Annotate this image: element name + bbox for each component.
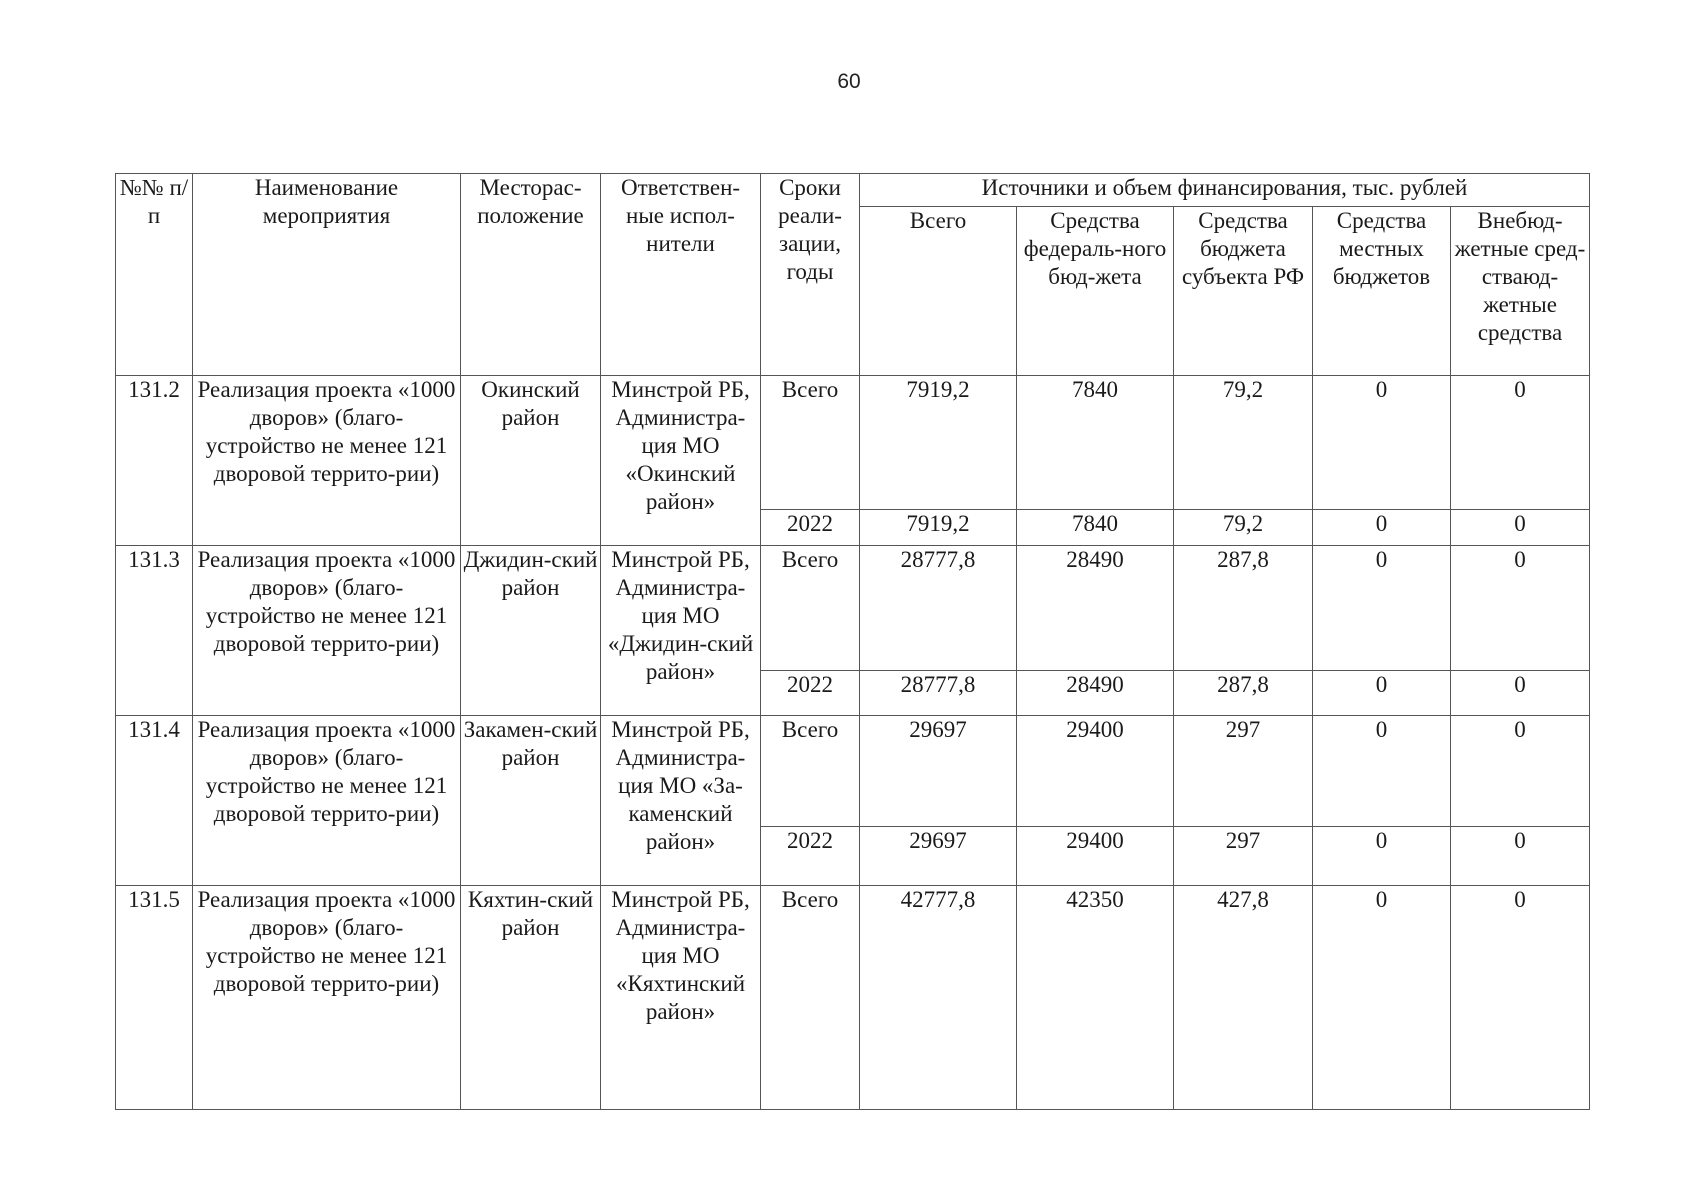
row-total: 7919,2 bbox=[860, 510, 1017, 546]
header-num: №№ п/п bbox=[116, 174, 193, 376]
row-num: 131.5 bbox=[116, 886, 193, 1110]
row-name: Реализация проекта «1000 дворов» (благо-устройство не менее 121 дворовой террито-рии) bbox=[193, 376, 461, 546]
row-federal: 28490 bbox=[1017, 671, 1174, 716]
row-total: 28777,8 bbox=[860, 546, 1017, 671]
row-name: Реализация проекта «1000 дворов» (благо-устройство не менее 121 дворовой террито-рии) bbox=[193, 546, 461, 716]
header-name: Наименование мероприятия bbox=[193, 174, 461, 376]
row-regional: 427,8 bbox=[1174, 886, 1313, 1110]
row-period: Всего bbox=[761, 886, 860, 1110]
row-num: 131.2 bbox=[116, 376, 193, 546]
row-extra: 0 bbox=[1451, 886, 1590, 1110]
row-name: Реализация проекта «1000 дворов» (благо-устройство не менее 121 дворовой террито-рии) bbox=[193, 716, 461, 886]
row-local: 0 bbox=[1313, 886, 1451, 1110]
row-extra: 0 bbox=[1451, 376, 1590, 510]
row-location: Джидин-ский район bbox=[461, 546, 601, 716]
row-total: 42777,8 bbox=[860, 886, 1017, 1110]
page-number: 60 bbox=[837, 70, 861, 93]
row-local: 0 bbox=[1313, 827, 1451, 886]
header-funding-group: Источники и объем финансирования, тыс. рублей bbox=[860, 174, 1590, 207]
table-row bbox=[116, 716, 1590, 827]
row-extra: 0 bbox=[1451, 510, 1590, 546]
row-total: 29697 bbox=[860, 716, 1017, 827]
row-local: 0 bbox=[1313, 671, 1451, 716]
row-total: 7919,2 bbox=[860, 376, 1017, 510]
row-regional: 79,2 bbox=[1174, 376, 1313, 510]
row-location: Закамен-ский район bbox=[461, 716, 601, 886]
table-row bbox=[116, 376, 1590, 510]
row-regional: 287,8 bbox=[1174, 671, 1313, 716]
row-regional: 287,8 bbox=[1174, 546, 1313, 671]
row-period: 2022 bbox=[761, 827, 860, 886]
row-local: 0 bbox=[1313, 510, 1451, 546]
row-federal: 29400 bbox=[1017, 716, 1174, 827]
row-period: 2022 bbox=[761, 671, 860, 716]
row-period: Всего bbox=[761, 546, 860, 671]
row-federal: 7840 bbox=[1017, 510, 1174, 546]
financing-table bbox=[115, 173, 1590, 1110]
row-location: Кяхтин-ский район bbox=[461, 886, 601, 1110]
row-local: 0 bbox=[1313, 716, 1451, 827]
row-extra: 0 bbox=[1451, 671, 1590, 716]
row-responsible: Минстрой РБ, Администра-ция МО «За-каменский район» bbox=[601, 716, 761, 886]
row-federal: 42350 bbox=[1017, 886, 1174, 1110]
header-extra: Внебюд-жетные сред-стваюд-жетные средства bbox=[1451, 207, 1590, 376]
row-regional: 79,2 bbox=[1174, 510, 1313, 546]
row-num: 131.4 bbox=[116, 716, 193, 886]
row-federal: 29400 bbox=[1017, 827, 1174, 886]
row-local: 0 bbox=[1313, 376, 1451, 510]
row-location: Окинский район bbox=[461, 376, 601, 546]
row-local: 0 bbox=[1313, 546, 1451, 671]
row-total: 29697 bbox=[860, 827, 1017, 886]
row-federal: 7840 bbox=[1017, 376, 1174, 510]
row-period: 2022 bbox=[761, 510, 860, 546]
row-responsible: Минстрой РБ, Администра-ция МО «Джидин-ский район» bbox=[601, 546, 761, 716]
row-name: Реализация проекта «1000 дворов» (благо-устройство не менее 121 дворовой террито-рии) bbox=[193, 886, 461, 1110]
row-period: Всего bbox=[761, 376, 860, 510]
header-period: Сроки реали-зации, годы bbox=[761, 174, 860, 376]
row-federal: 28490 bbox=[1017, 546, 1174, 671]
row-regional: 297 bbox=[1174, 716, 1313, 827]
row-extra: 0 bbox=[1451, 827, 1590, 886]
row-total: 28777,8 bbox=[860, 671, 1017, 716]
row-responsible: Минстрой РБ, Администра-ция МО «Кяхтинский район» bbox=[601, 886, 761, 1110]
header-responsible: Ответствен-ные испол-нители bbox=[601, 174, 761, 376]
row-extra: 0 bbox=[1451, 546, 1590, 671]
header-location: Месторас-положение bbox=[461, 174, 601, 376]
header-federal: Средства федераль-ного бюд-жета bbox=[1017, 207, 1174, 376]
row-num: 131.3 bbox=[116, 546, 193, 716]
header-local: Средства местных бюджетов bbox=[1313, 207, 1451, 376]
row-extra: 0 bbox=[1451, 716, 1590, 827]
table-row bbox=[116, 546, 1590, 671]
header-regional: Средства бюджета субъекта РФ bbox=[1174, 207, 1313, 376]
row-responsible: Минстрой РБ, Администра-ция МО «Окинский район» bbox=[601, 376, 761, 546]
table-row bbox=[116, 886, 1590, 1110]
header-total: Всего bbox=[860, 207, 1017, 376]
row-period: Всего bbox=[761, 716, 860, 827]
row-regional: 297 bbox=[1174, 827, 1313, 886]
